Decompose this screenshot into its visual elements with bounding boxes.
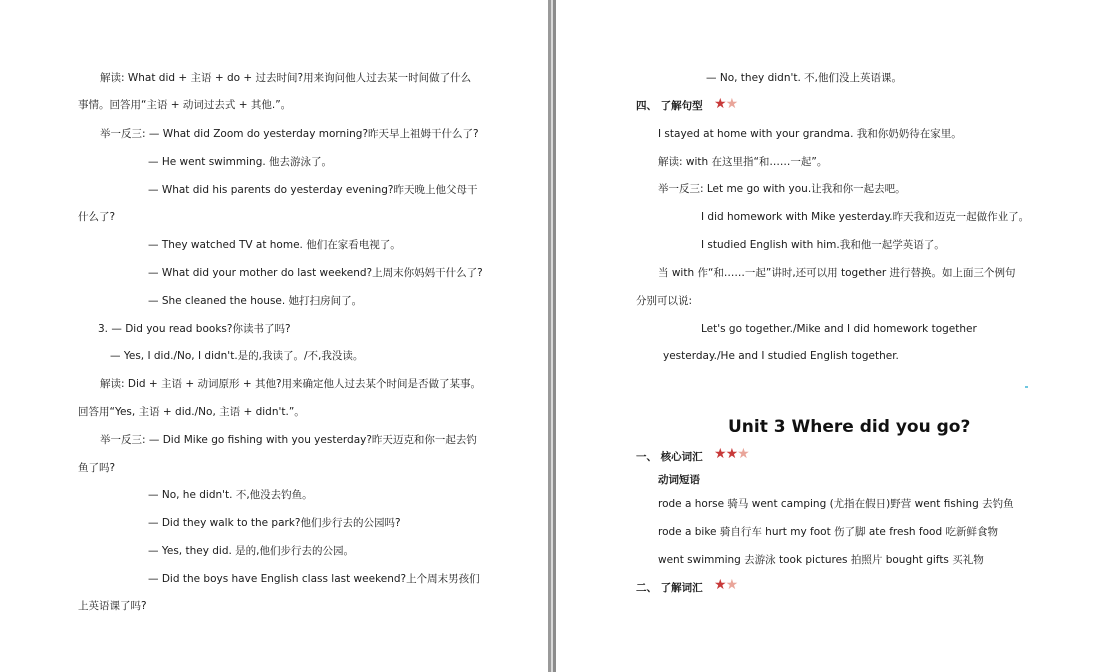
text-line: — Yes, they did. 是的,他们步行去的公园。: [148, 545, 355, 557]
speck-mark: [1025, 386, 1028, 388]
text-line: 事情。回答用“主语 + 动词过去式 + 其他.”。: [78, 99, 292, 111]
text-line: 举一反三: — Did Mike go fishing with you yesterday?昨天迈克和你一起去钓: [100, 434, 477, 446]
section-heading: 四、 了解句型: [636, 100, 703, 112]
star-icon: ★: [714, 577, 726, 593]
text-line: — What did his parents do yesterday evening?昨天晚上他父母干: [148, 184, 478, 196]
text-line: 解读: Did + 主语 + 动词原形 + 其他?用来确定他人过去某个时间是否做了某事。: [100, 378, 482, 390]
text-line: 3. — Did you read books?你读书了吗?: [98, 323, 291, 335]
half-star-icon: ★: [737, 446, 749, 462]
text-line: 上英语课了吗?: [78, 600, 147, 612]
star-icon: ★: [725, 446, 738, 462]
vocab-row: went swimming 去游泳 took pictures 拍照片 bought gifts 买礼物: [658, 554, 984, 566]
text-line: — Did the boys have English class last weekend?上个周末男孩们: [148, 573, 480, 585]
left-page: [0, 0, 548, 672]
vocab-row: rode a bike 骑自行车 hurt my foot 伤了脚 ate fresh food 吃新鲜食物: [658, 526, 998, 538]
section-heading: 二、 了解词汇: [636, 582, 703, 594]
section-heading: 一、 核心词汇: [636, 451, 703, 463]
text-line: I studied English with him.我和他一起学英语了。: [701, 239, 945, 251]
text-line: I stayed at home with your grandma. 我和你奶奶待在家里。: [658, 128, 962, 140]
text-line: 分别可以说:: [636, 295, 693, 307]
text-line: 举一反三: Let me go with you.让我和你一起去吧。: [658, 183, 906, 195]
vocab-row: rode a horse 骑马 went camping (尤指在假日)野营 went fishing 去钓鱼: [658, 498, 1014, 510]
half-star-icon: ★: [725, 96, 738, 112]
text-line: — No, they didn't. 不,他们没上英语课。: [706, 72, 902, 84]
right-page: [556, 0, 1101, 672]
text-line: 当 with 作“和……一起”讲时,还可以用 together 进行替换。如上面三个例句: [658, 267, 1016, 279]
text-line: — He went swimming. 他去游泳了。: [148, 156, 333, 168]
text-line: 鱼了吗?: [78, 462, 116, 474]
text-line: — She cleaned the house. 她打扫房间了。: [148, 295, 363, 307]
text-line: 什么了?: [78, 211, 116, 223]
text-line: 回答用“Yes, 主语 + did./No, 主语 + didn't.”。: [78, 406, 305, 418]
text-line: — Yes, I did./No, I didn't.是的,我读了。/不,我没读。: [110, 350, 364, 362]
half-star-icon: ★: [725, 577, 738, 593]
subheading: 动词短语: [658, 474, 700, 486]
text-line: 解读: with 在这里指“和……一起”。: [658, 156, 828, 168]
rating-stars: [714, 447, 749, 461]
text-line: — No, he didn't. 不,他没去钓鱼。: [148, 489, 313, 501]
text-line: — What did your mother do last weekend?上周末你妈妈干什么了?: [148, 267, 483, 279]
text-line: Let's go together./Mike and I did homework together: [701, 323, 977, 335]
star-icon: ★: [714, 96, 726, 112]
rating-stars: [714, 578, 737, 592]
text-line: 举一反三: — What did Zoom do yesterday morning?昨天早上祖姆干什么了?: [100, 128, 479, 140]
text-line: 解读: What did + 主语 + do + 过去时间?用来询问他人过去某一时间做了什么: [100, 72, 472, 84]
text-line: — Did they walk to the park?他们步行去的公园吗?: [148, 517, 401, 529]
rating-stars: [714, 97, 737, 111]
star-icon: ★: [714, 446, 726, 462]
text-line: yesterday./He and I studied English together.: [663, 350, 899, 362]
text-line: — They watched TV at home. 他们在家看电视了。: [148, 239, 401, 251]
unit-title: Unit 3 Where did you go?: [728, 417, 971, 437]
text-line: I did homework with Mike yesterday.昨天我和迈克一起做作业了。: [701, 211, 1030, 223]
